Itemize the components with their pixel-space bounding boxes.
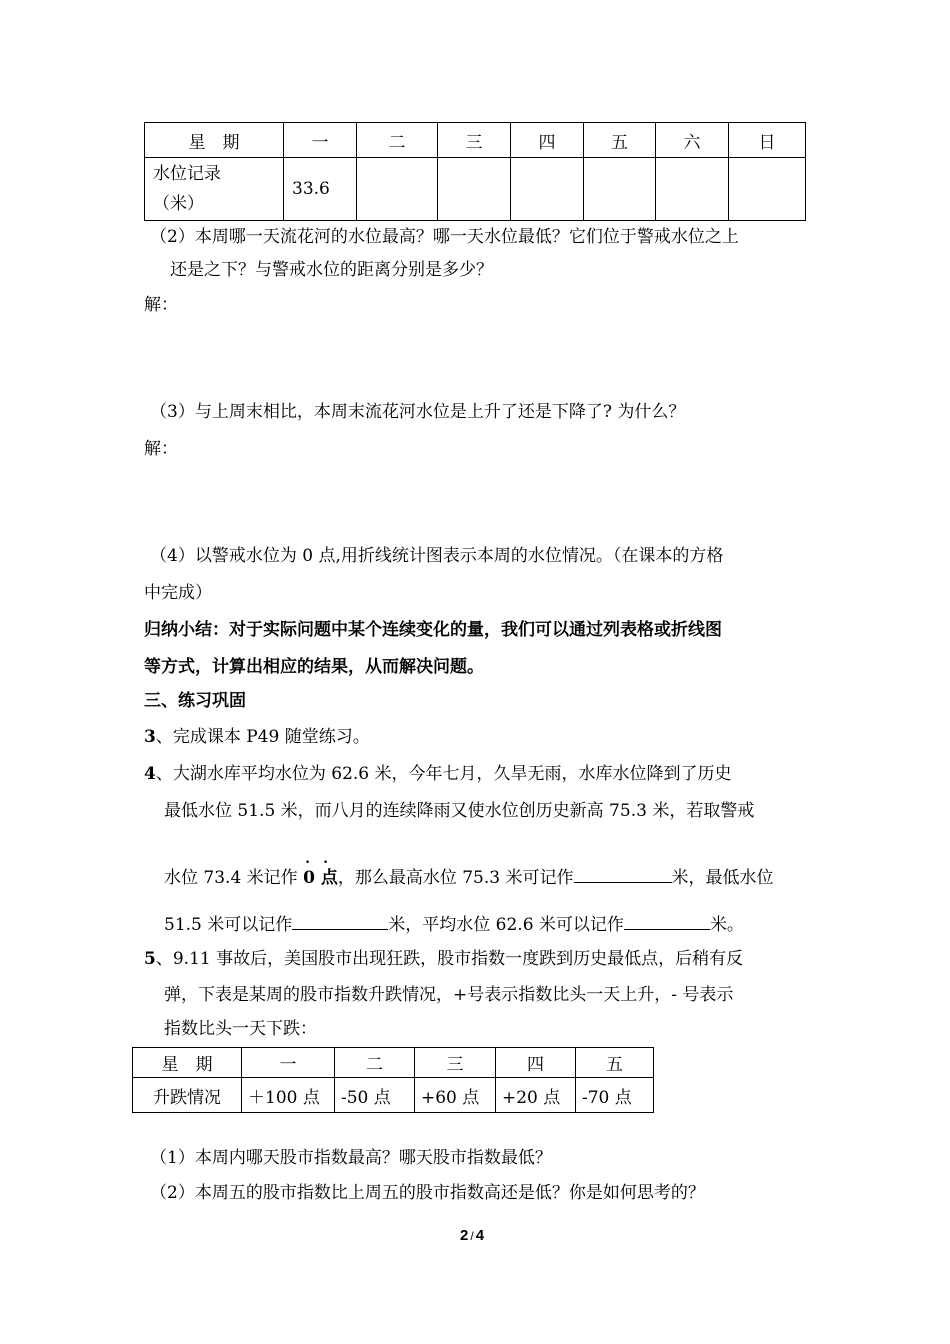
question-4-line1: （4）以警戒水位为 0 点,用折线统计图表示本周的水位情况。（在课本的方格 — [150, 546, 724, 566]
table-row — [145, 158, 806, 221]
table-header-cell: 一 — [284, 123, 357, 158]
exercise-number: 5 — [144, 949, 156, 969]
row-label-cell — [145, 158, 284, 221]
table-header-cell: 三 — [438, 123, 511, 158]
table-header-cell: 二 — [335, 1048, 415, 1078]
exercise-text: 、9.11 事故后，美国股市出现狂跌，股市指数一度跌到历史最低点，后稍有反 — [155, 949, 744, 969]
total-pages: 4 — [475, 1227, 485, 1244]
table-cell — [438, 158, 511, 221]
water-level-table — [144, 122, 806, 221]
answer-label: 解： — [144, 295, 178, 315]
table-header-cell: 日 — [729, 123, 806, 158]
table-header-row — [145, 123, 806, 158]
exercise-5-question-1: （1）本周内哪天股市指数最高？哪天股市指数最低？ — [150, 1148, 552, 1168]
table-row — [133, 1078, 654, 1113]
exercise-number: 4 — [144, 764, 156, 784]
exercise-text: 米，平均水位 62.6 米可以记作 — [388, 915, 624, 935]
table-header-row — [133, 1048, 654, 1078]
table-cell — [584, 158, 656, 221]
table-header-cell: 五 — [576, 1048, 654, 1078]
table-cell: -70 点 — [576, 1078, 654, 1113]
answer-label: 解： — [144, 439, 178, 459]
summary-line2: 等方式，计算出相应的结果，从而解决问题。 — [144, 657, 484, 677]
stock-change-table — [132, 1047, 654, 1113]
exercise-4-line4 — [164, 911, 744, 936]
emphasized-zero-point: . . 0 点 — [303, 851, 338, 888]
row-label-line: （米） — [153, 194, 204, 214]
exercise-text: 米。 — [709, 915, 744, 935]
section-title: 三、练习巩固 — [144, 691, 246, 711]
exercise-text: 51.5 米可以记作 — [164, 915, 293, 935]
exercise-5-line3: 指数比头一天下跌： — [164, 1019, 317, 1039]
table-header-cell: 三 — [415, 1048, 496, 1078]
exercise-3 — [144, 726, 370, 748]
table-cell: 33.6 — [284, 158, 357, 221]
exercise-text: 米，最低水位 — [671, 868, 774, 888]
table-cell — [511, 158, 584, 221]
page-separator: / — [470, 1229, 474, 1243]
table-cell — [729, 158, 806, 221]
table-cell — [357, 158, 438, 221]
exercise-text: ，那么最高水位 75.3 米可记作 — [337, 868, 574, 888]
exercise-text: 水位 73.4 米记作 — [164, 868, 304, 888]
summary-line1: 归纳小结：对于实际问题中某个连续变化的量，我们可以通过列表格或折线图 — [144, 620, 722, 640]
exercise-4-line2: 最低水位 51.5 米，而八月的连续降雨又使水位创历史新高 75.3 米，若取警戒 — [164, 801, 755, 821]
table-header-cell: 五 — [584, 123, 656, 158]
table-header-cell: 一 — [242, 1048, 335, 1078]
table-cell: ＋100 点 — [242, 1078, 335, 1113]
emphasis-text: 0 点 — [303, 868, 338, 888]
exercise-text: 、大湖水库平均水位为 62.6 米，今年七月，久旱无雨，水库水位降到了历史 — [155, 764, 732, 784]
page-number — [460, 1225, 484, 1247]
table-header-cell: 四 — [511, 123, 584, 158]
table-header-cell: 星 期 — [145, 123, 284, 158]
table-cell — [656, 158, 729, 221]
question-4-line2: 中完成） — [144, 583, 212, 603]
table-cell: +20 点 — [496, 1078, 576, 1113]
exercise-5-question-2: （2）本周五的股市指数比上周五的股市指数高还是低？你是如何思考的？ — [150, 1183, 705, 1203]
exercise-5-line2: 弹，下表是某周的股市指数升跌情况，+号表示指数比头一天上升，- 号表示 — [164, 985, 734, 1005]
exercise-number: 3 — [144, 727, 156, 747]
question-3-line1: （3）与上周末相比，本周末流花河水位是上升了还是下降了? 为什么？ — [150, 402, 686, 422]
table-header-cell: 四 — [496, 1048, 576, 1078]
exercise-4-line1 — [144, 763, 732, 785]
table-header-cell: 二 — [357, 123, 438, 158]
answer-blank[interactable] — [292, 911, 388, 930]
table-cell: -50 点 — [335, 1078, 415, 1113]
exercise-5-line1 — [144, 948, 743, 970]
table-cell: +60 点 — [415, 1078, 496, 1113]
table-header-cell: 星 期 — [133, 1048, 242, 1078]
question-2-line2: 还是之下？与警戒水位的距离分别是多少？ — [170, 260, 493, 280]
answer-blank[interactable] — [574, 864, 672, 883]
row-label-line: 水位记录 — [153, 164, 221, 184]
answer-blank[interactable] — [624, 911, 710, 930]
current-page: 2 — [460, 1227, 469, 1244]
exercise-4-line3 — [164, 851, 774, 889]
exercise-text: 、完成课本 P49 随堂练习。 — [155, 727, 370, 747]
table-header-cell: 六 — [656, 123, 729, 158]
row-label-cell: 升跌情况 — [133, 1078, 242, 1113]
question-2-line1: （2）本周哪一天流花河的水位最高？哪一天水位最低？它们位于警戒水位之上 — [150, 227, 739, 247]
